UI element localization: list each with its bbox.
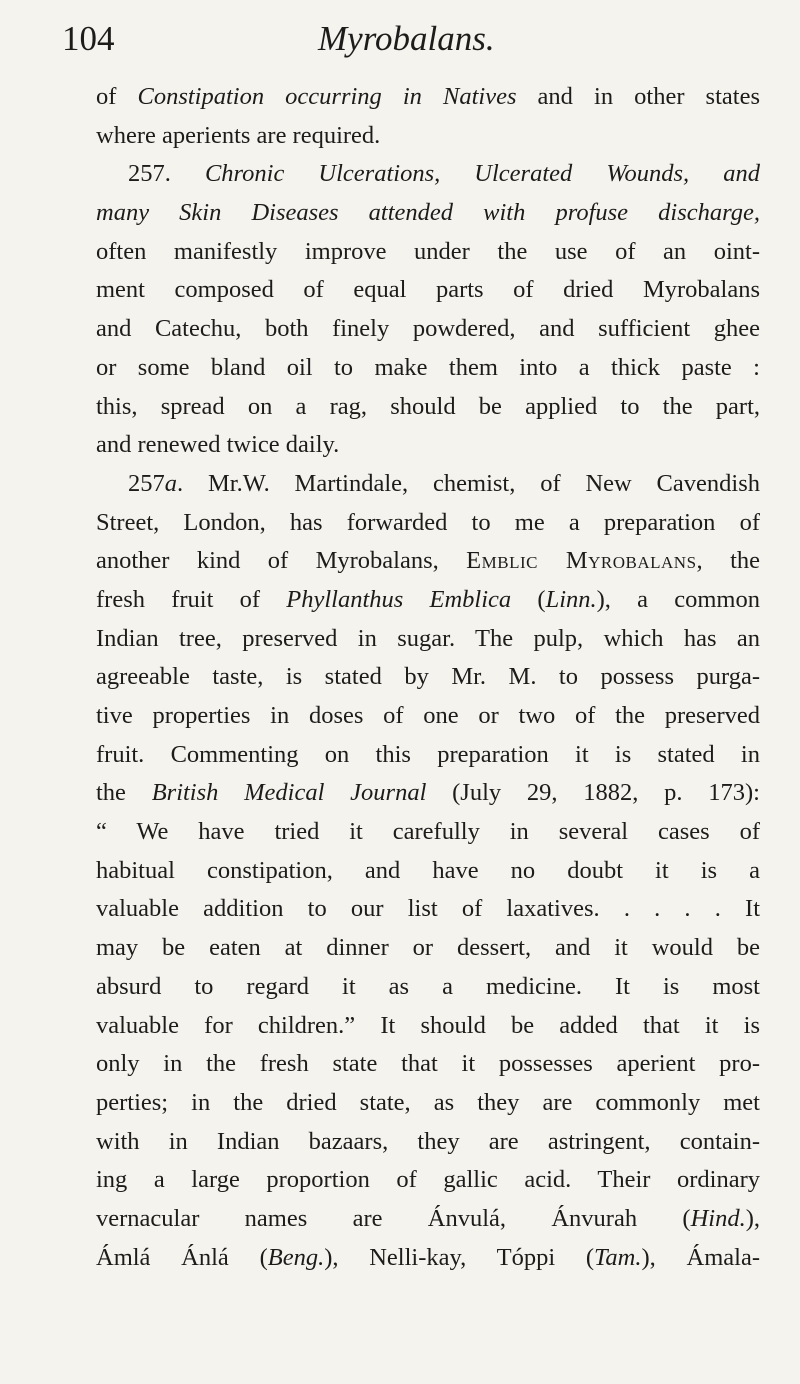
text-run: (July 29, 1882, p. 173):	[426, 779, 760, 807]
text-line	[96, 1123, 760, 1162]
italic-text: Phyllanthus Emblica	[286, 585, 512, 613]
text-run: and in other states	[516, 83, 760, 110]
italic-text: a	[164, 469, 177, 497]
text-line	[96, 581, 760, 620]
text-run: ing a large proportion of gallic acid. Their ordinary	[96, 1166, 760, 1194]
text-line	[96, 388, 760, 427]
text-line	[96, 736, 760, 775]
text-line	[96, 968, 760, 1007]
text-line	[96, 465, 760, 504]
text-line	[96, 310, 760, 349]
text-run: . Mr.W. Martindale, chemist, of New Cavendish	[177, 469, 760, 497]
text-run: Indian tree, preserved in sugar. The pulp, which has an	[96, 624, 760, 652]
text-run: “ We have tried it carefully in several cases of	[96, 818, 760, 846]
text-run: of	[96, 83, 138, 110]
text-line	[96, 1161, 760, 1200]
text-run: ), a common	[596, 585, 760, 613]
text-line	[96, 117, 760, 156]
text-line	[96, 697, 760, 736]
running-title: Myrobalans.	[318, 19, 495, 58]
text-run: and renewed twice daily.	[96, 431, 340, 459]
body-text	[96, 78, 760, 1277]
text-line	[96, 813, 760, 852]
text-run: valuable for children.” It should be added that it is	[96, 1011, 760, 1039]
text-line	[96, 1200, 760, 1239]
text-run: agreeable taste, is stated by Mr. M. to possess purga-	[96, 663, 760, 691]
text-run: only in the fresh state that it possesses aperient pro-	[96, 1050, 760, 1078]
italic-text: Tam.	[594, 1243, 642, 1271]
text-run: often manifestly improve under the use of an oint-	[96, 237, 760, 265]
italic-text: many Skin Diseases attended with profuse discharge,	[96, 199, 760, 227]
page-header	[62, 14, 762, 64]
text-run: Ámlá Ánlá (	[96, 1243, 268, 1271]
text-line	[96, 1084, 760, 1123]
text-run: ),	[745, 1204, 760, 1232]
italic-text: Beng.	[267, 1243, 325, 1271]
text-run: tive properties in doses of one or two of the preserved	[96, 702, 760, 729]
text-line	[96, 620, 760, 659]
text-line	[96, 233, 760, 272]
text-line	[96, 504, 760, 543]
text-run: where aperients are required.	[96, 121, 381, 149]
text-run: ), Ámala-	[641, 1243, 760, 1271]
text-run: 257.	[128, 160, 205, 188]
text-run: Street, London, has forwarded to me a preparation of	[96, 508, 760, 536]
text-run: , the	[696, 547, 760, 575]
text-line	[96, 194, 760, 233]
text-run: habitual constipation, and have no doubt it is a	[96, 856, 760, 884]
italic-text: Hind.	[690, 1204, 746, 1232]
text-line	[96, 1045, 760, 1084]
italic-text: Chronic Ulcerations, Ulcerated Wounds, and	[204, 160, 760, 188]
text-run: vernacular names are Ánvulá, Ánvurah (	[96, 1204, 691, 1232]
text-line	[96, 890, 760, 929]
text-run: with in Indian bazaars, they are astringent, contain-	[96, 1127, 760, 1155]
italic-text: Constipation occurring in Natives	[137, 83, 517, 110]
text-run: this, spread on a rag, should be applied to the part,	[96, 392, 760, 420]
text-run: valuable addition to our list of laxatives. . . . . It	[96, 895, 760, 923]
text-run: ment composed of equal parts of dried Myrobalans	[96, 276, 760, 304]
text-run: or some bland oil to make them into a thick paste :	[96, 353, 760, 381]
text-run: absurd to regard it as a medicine. It is most	[96, 972, 760, 1000]
text-line	[96, 78, 760, 117]
text-run: ), Nelli-kay, Tóppi (	[324, 1243, 595, 1271]
text-run: another kind of Myrobalans,	[96, 547, 467, 575]
text-run: and Catechu, both finely powdered, and sufficient ghee	[96, 315, 760, 343]
page-number: 104	[62, 19, 115, 58]
text-line	[96, 349, 760, 388]
text-run: perties; in the dried state, as they are commonly met	[96, 1088, 760, 1116]
text-line	[96, 774, 760, 813]
small-caps-text: Emblic Myrobalans	[466, 547, 697, 575]
text-line	[96, 852, 760, 891]
text-line	[96, 426, 760, 465]
italic-text: Linn.	[545, 585, 597, 613]
text-line	[96, 658, 760, 697]
text-run: fruit. Commenting on this preparation it is stated in	[96, 740, 760, 768]
text-run: 257	[128, 469, 165, 497]
text-run: fresh fruit of	[96, 585, 287, 613]
text-line	[96, 542, 760, 581]
italic-text: British Medical Journal	[151, 779, 427, 807]
text-line	[96, 271, 760, 310]
text-line	[96, 1007, 760, 1046]
text-line	[96, 929, 760, 968]
text-run: may be eaten at dinner or dessert, and it would be	[96, 934, 760, 962]
text-line	[96, 1239, 760, 1278]
text-line	[96, 155, 760, 194]
text-run: the	[96, 779, 152, 807]
text-run: (	[511, 585, 546, 613]
